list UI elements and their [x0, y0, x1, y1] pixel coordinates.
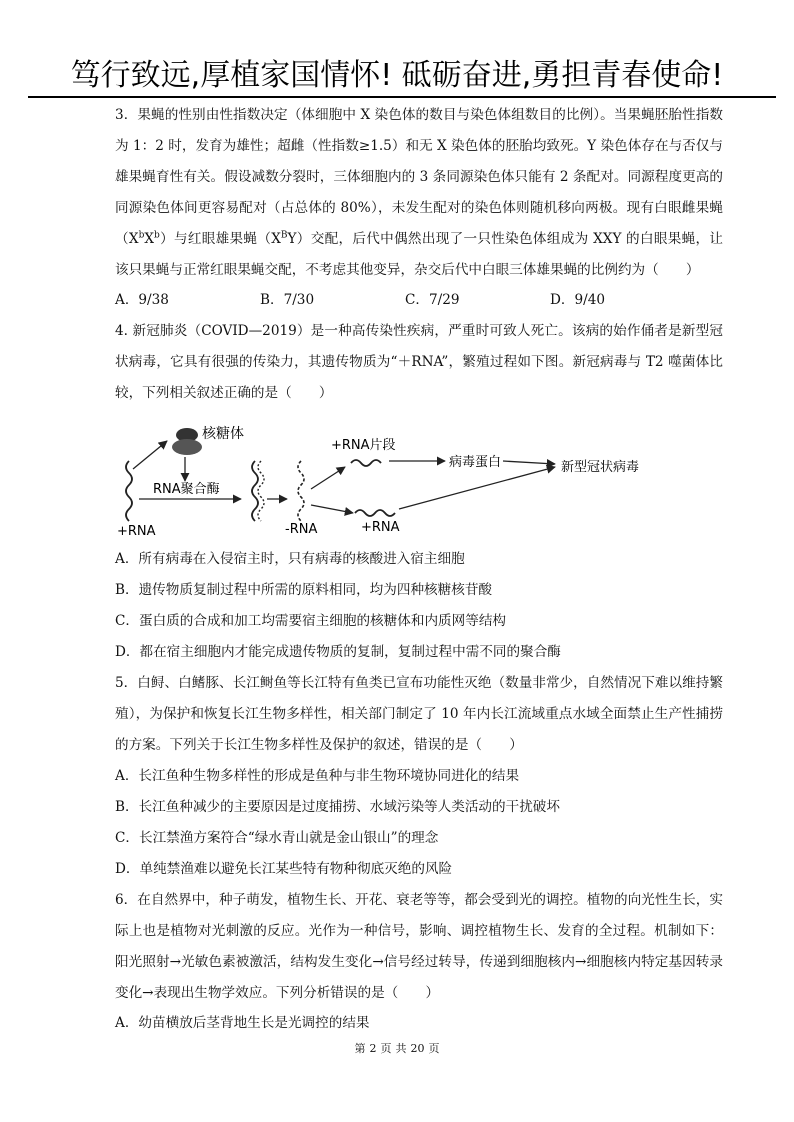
q5-option-a: A．长江鱼种生物多样性的形成是鱼种与非生物环境协同进化的结果: [115, 767, 520, 784]
page-footer: [0, 1040, 794, 1056]
q3-option-a: A．9/38: [115, 292, 169, 309]
footer-ye: 页: [380, 1042, 392, 1055]
virus-replication-diagram: [115, 409, 723, 544]
q3-sup-b2: b: [154, 230, 160, 241]
page-content: [115, 100, 723, 1039]
label-plus-rna2: +RNA: [361, 520, 400, 536]
q3-mid: ）与红眼雄果蝇（X: [159, 230, 281, 247]
question-3-stem: [115, 100, 723, 285]
plus-rna2-strand: [355, 510, 395, 516]
arrow-rna2-to-virus: [399, 467, 555, 509]
plus-rna-strand: [126, 461, 132, 521]
q3-stem-part1: 3．果蝇的性别由性指数决定（体细胞中 X 染色体的数目与染色体组数目的比例）。当果蝇胚胎性指数为 1：2 时，发育为雄性；超雌（性指数≥1.5）和无 X 染色体的胚胎均致死。Y 染色体存在与否仅与雄果蝇育性有关。假设减数分裂时，三体细胞内的 3 条同源染色体只能有 2 条配对。同源程度更高的同源染色体间更容易配对（占总体的 80%），未发生配对的染色体则随机移向两极。现有白眼雌果蝇（X: [115, 107, 723, 247]
fragment-strand: [351, 460, 381, 466]
label-rna-polymerase: RNA聚合酶: [153, 482, 220, 498]
q4-option-b: B．遗传物质复制过程中所需的原料相同，均为四种核糖核苷酸: [115, 582, 493, 599]
arrow-to-ribosome: [133, 441, 167, 469]
q3-sup-B: B: [280, 230, 288, 241]
q4-option-c: C．蛋白质的合成和加工均需要宿主细胞的核糖体和内质网等结构: [115, 613, 507, 630]
minus-rna-strand: [298, 461, 304, 521]
q5-option-c: C．长江禁渔方案符合“绿水青山就是金山银山”的理念: [115, 829, 439, 846]
q3-stem-part2: Y）交配，后代中偶然出现了一只性染色体组成为 XXY 的白眼果蝇，让该只果蝇与正常红眼果蝇交配，不考虑其他变异，杂交后代中白眼三体雄果蝇的比例约为（ ）: [115, 230, 723, 278]
q5-option-b: B．长江鱼种减少的主要原因是过度捕捞、水域污染等人类活动的干扰破坏: [115, 798, 560, 815]
q3-option-d: D．9/40: [550, 292, 606, 309]
arrow-protein-to-virus: [503, 461, 555, 464]
question-5-stem: 5．白鲟、白鳍豚、长江鲥鱼等长江特有鱼类已宣布功能性灭绝（数量非常少，自然情况下难以维持繁殖），为保护和恢复长江生物多样性，相关部门制定了 10 年内长江流域重点水域全面禁止生产性捕捞的方案。下列关于长江生物多样性及保护的叙述，错误的是（ ）: [115, 675, 723, 753]
label-rna-fragment: +RNA片段: [331, 438, 396, 454]
footer-total-pages: 20: [410, 1042, 425, 1055]
q3-x2: X: [144, 230, 155, 247]
q3-option-b: B．7/30: [260, 292, 315, 309]
ribosome-icon: [172, 428, 202, 455]
question-4-stem: 4. 新冠肺炎（COVID—2019）是一种高传染性疾病，严重时可致人死亡。该病的始作俑者是新型冠状病毒，它具有很强的传染力，其遗传物质为“＋RNA”，繁殖过程如下图。新冠病毒与 T2 噬菌体比较，下列相关叙述正确的是（ ）: [115, 323, 723, 402]
q4-option-a: A．所有病毒在入侵宿主时，只有病毒的核酸进入宿主细胞: [115, 551, 465, 568]
label-plus-rna: +RNA: [117, 524, 156, 540]
double-strand-b: [258, 461, 264, 521]
label-ribosome: 核糖体: [202, 426, 244, 443]
header-motto: 笃行致远,厚植家国情怀! 砥砺奋进,勇担青春使命!: [70, 58, 724, 93]
q3-option-c: C．7/29: [405, 292, 460, 309]
q4-option-d: D．都在宿主细胞内才能完成遗传物质的复制，复制过程中需不同的聚合酶: [115, 644, 561, 661]
footer-ye2: 页: [428, 1042, 440, 1055]
diagram-svg: [115, 409, 723, 544]
footer-page-number: 2: [369, 1042, 377, 1055]
footer-gong: 共: [395, 1042, 407, 1055]
label-virus-protein: 病毒蛋白: [449, 455, 502, 471]
q3-sup-b1: b: [138, 230, 145, 241]
label-minus-rna: -RNA: [285, 522, 318, 538]
arrow-to-plus-rna2: [311, 505, 353, 513]
question-6-stem: 6．在自然界中，种子萌发，植物生长、开花、衰老等等，都会受到光的调控。植物的向光性生长，实际上也是植物对光刺激的反应。光作为一种信号，影响、调控植物生长、发育的全过程。机制如下：阳光照射→光敏色素被激活，结构发生变化→信号经过转导，传递到细胞核内→细胞核内特定基因转录变化→表现出生物学效应。下列分析错误的是（ ）: [115, 891, 723, 1001]
q5-option-d: D．单纯禁渔难以避免长江某些特有物种彻底灭绝的风险: [115, 860, 453, 877]
double-strand-a: [252, 461, 258, 521]
footer-di: 第: [354, 1042, 366, 1055]
arrow-to-fragment: [311, 467, 345, 489]
label-new-coronavirus: 新型冠状病毒: [561, 460, 640, 476]
q6-option-a: A．幼苗横放后茎背地生长是光调控的结果: [115, 1015, 370, 1032]
question-3-options: [115, 285, 723, 316]
header-rule: [28, 96, 776, 98]
